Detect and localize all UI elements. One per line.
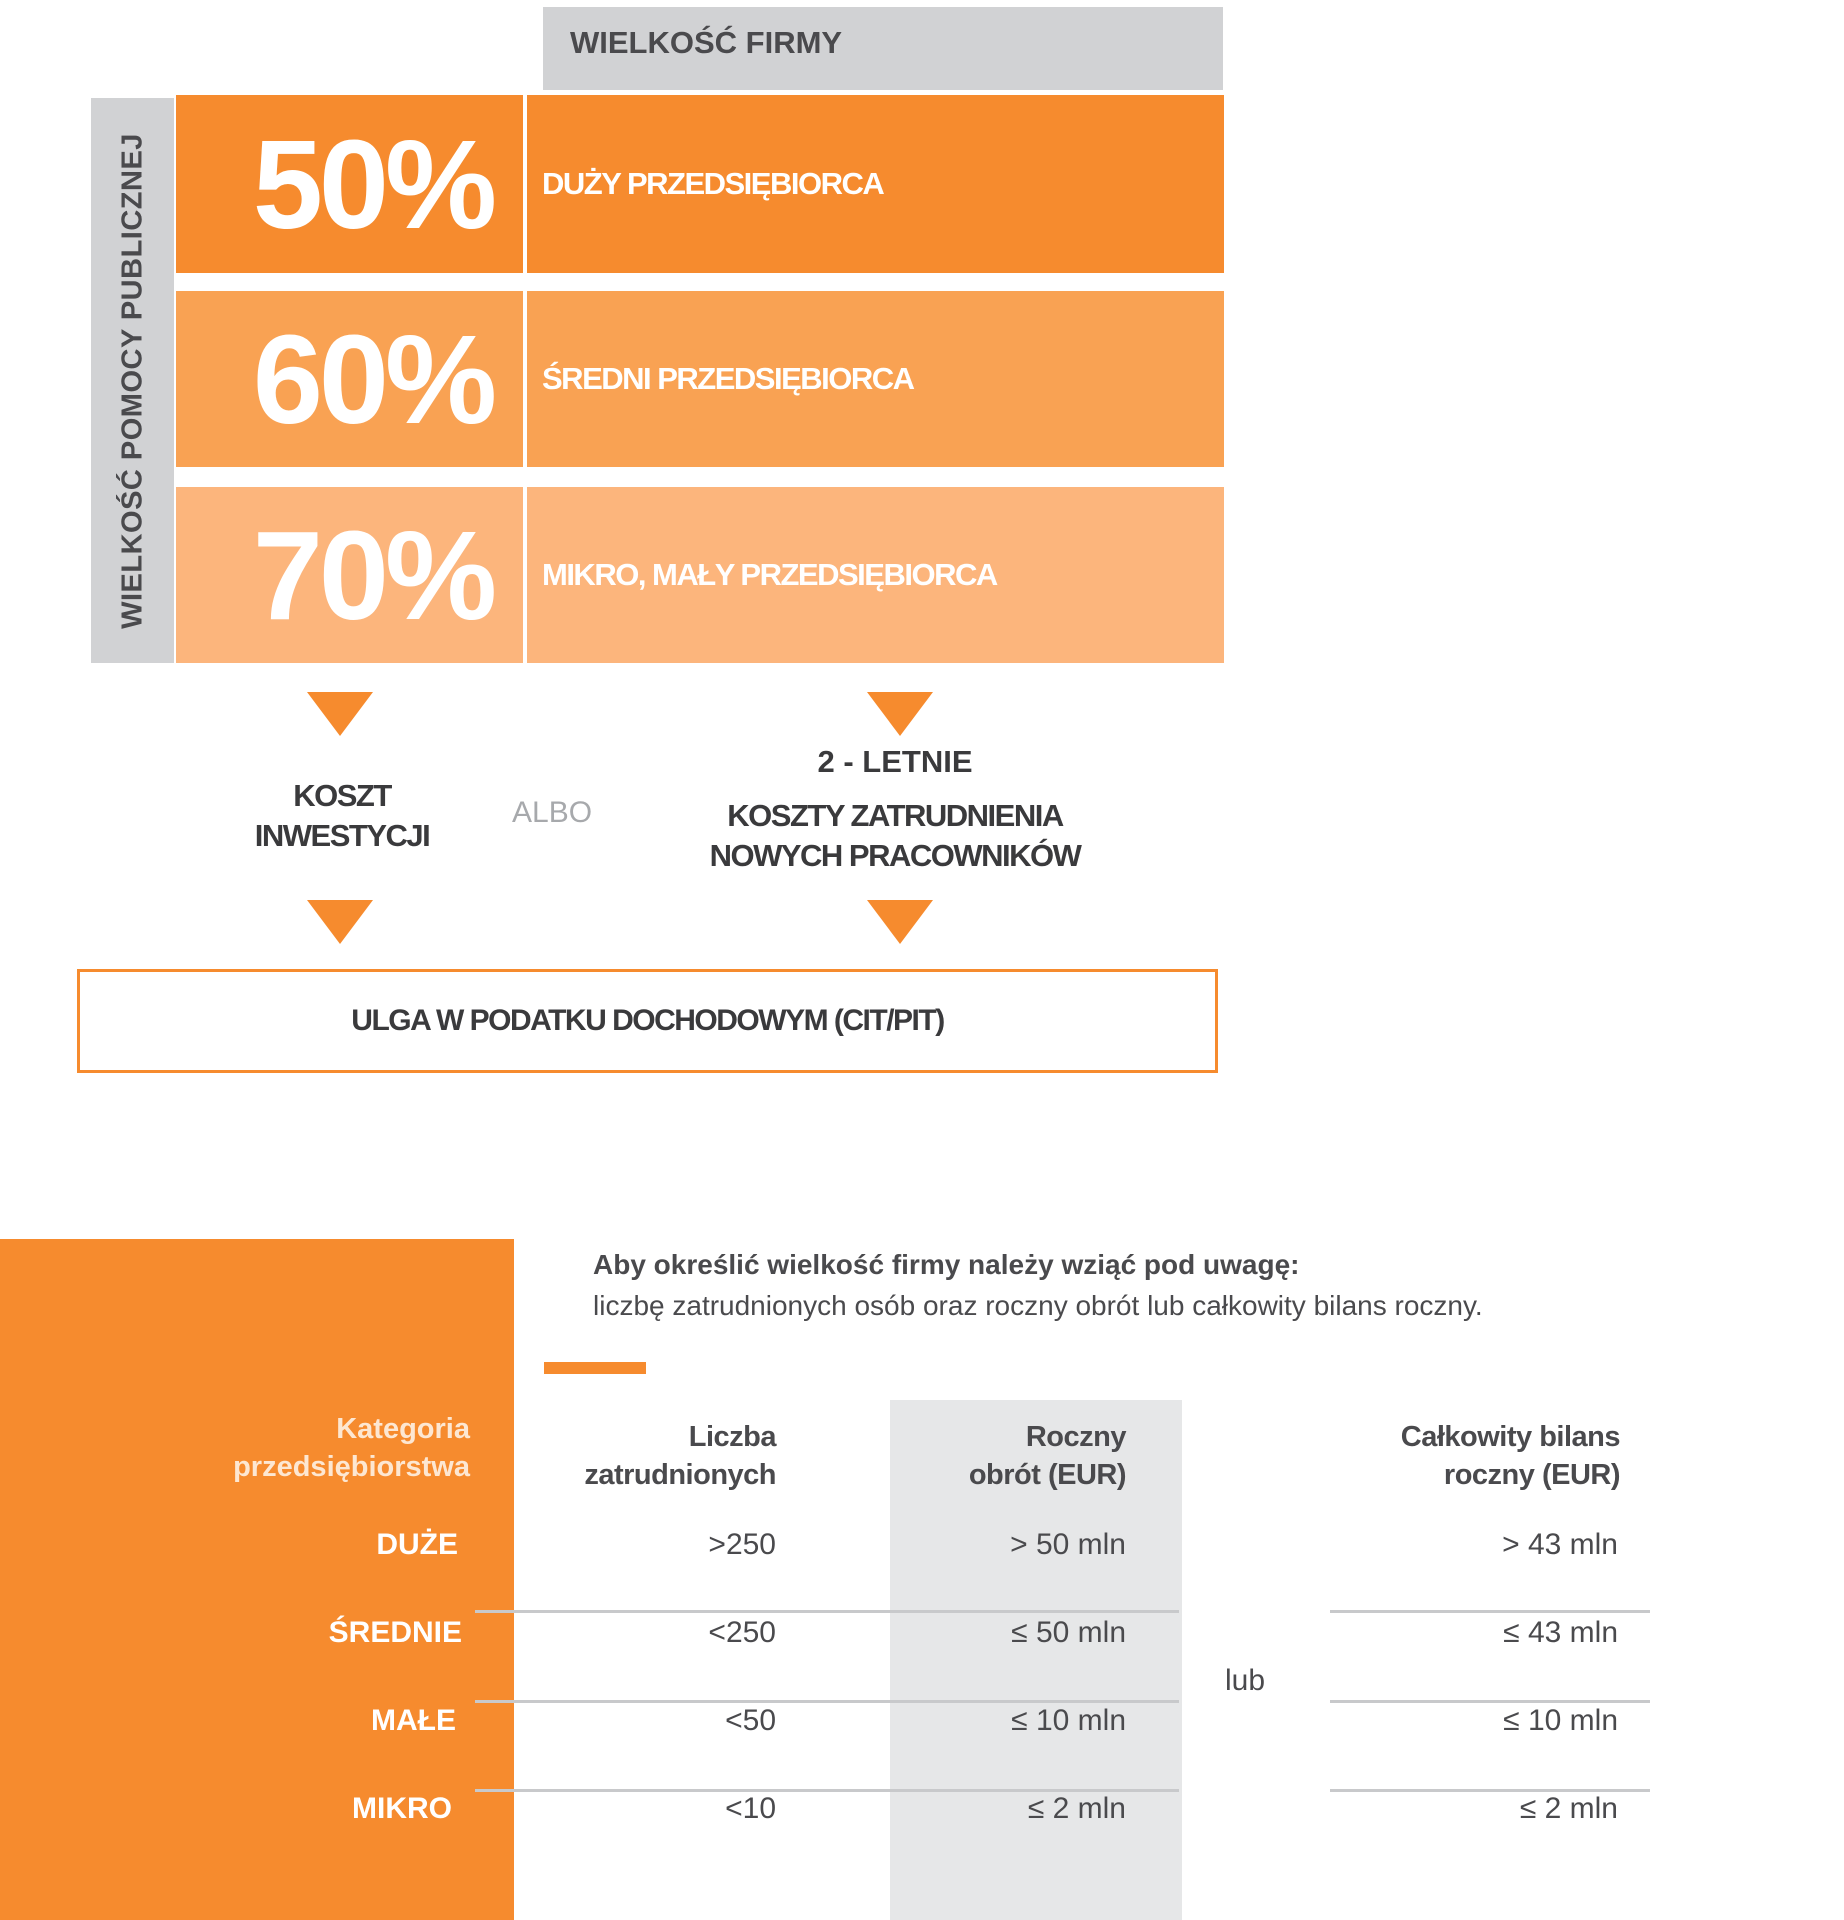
company-size-header: WIELKOŚĆ FIRMY (543, 7, 1223, 90)
balance-small: ≤ 10 mln (1503, 1704, 1618, 1737)
public-aid-size-label (91, 98, 174, 663)
investment-cost-option: KOSZT INWESTYCJI (254, 778, 430, 853)
row-divider (475, 1610, 1179, 1613)
turnover-medium: ≤ 50 mln (1011, 1616, 1126, 1649)
row-divider (1330, 1610, 1650, 1613)
percent-60: 60% (176, 291, 523, 467)
turnover-small: ≤ 10 mln (1011, 1704, 1126, 1737)
employees-medium: <250 (708, 1616, 776, 1649)
category-medium: ŚREDNIE (328, 1616, 462, 1649)
percent-50: 50% (176, 95, 523, 273)
turnover-large: > 50 mln (1010, 1528, 1126, 1561)
turnover-header: Roczny obrót (EUR) (968, 1421, 1126, 1491)
turnover-micro: ≤ 2 mln (1027, 1792, 1126, 1825)
public-aid-size-text: WIELKOŚĆ POMOCY PUBLICZNEJ (116, 132, 148, 629)
accent-bar (544, 1362, 646, 1374)
arrow-down-icon (867, 900, 933, 944)
arrow-down-icon (307, 900, 373, 944)
employees-header: Liczba zatrudnionych (584, 1421, 776, 1491)
or-word: lub (1225, 1664, 1266, 1697)
category-micro: MIKRO (352, 1792, 452, 1825)
balance-micro: ≤ 2 mln (1519, 1792, 1618, 1825)
two-year-title: 2 - LETNIE (817, 744, 973, 779)
employees-micro: <10 (725, 1792, 776, 1825)
medium-enterprise-label: ŚREDNI PRZEDSIĘBIORCA (527, 291, 1224, 467)
balance-medium: ≤ 43 mln (1503, 1616, 1618, 1649)
percent-70: 70% (176, 487, 523, 663)
row-divider (475, 1700, 1179, 1703)
balance-header: Całkowity bilans roczny (EUR) (1400, 1421, 1620, 1491)
category-large: DUŻE (376, 1528, 458, 1561)
arrow-down-icon (307, 692, 373, 736)
employees-large: >250 (708, 1528, 776, 1561)
micro-small-enterprise-label: MIKRO, MAŁY PRZEDSIĘBIORCA (527, 487, 1224, 663)
employment-cost-option: KOSZTY ZATRUDNIENIA NOWYCH PRACOWNIKÓW (709, 798, 1081, 873)
category-header: Kategoria przedsiębiorstwa (233, 1413, 470, 1483)
tax-relief-box: ULGA W PODATKU DOCHODOWYM (CIT/PIT) (77, 969, 1218, 1073)
intro-heading: Aby określić wielkość firmy należy wziąć pod uwagę: (593, 1249, 1300, 1280)
category-small: MAŁE (371, 1704, 456, 1737)
arrow-down-icon (867, 692, 933, 736)
or-text: ALBO (512, 796, 593, 829)
employees-small: <50 (725, 1704, 776, 1737)
balance-large: > 43 mln (1502, 1528, 1618, 1561)
intro-text: liczbę zatrudnionych osób oraz roczny obrót lub całkowity bilans roczny. (593, 1290, 1483, 1321)
row-divider (1330, 1700, 1650, 1703)
large-enterprise-label: DUŻY PRZEDSIĘBIORCA (527, 95, 1224, 273)
